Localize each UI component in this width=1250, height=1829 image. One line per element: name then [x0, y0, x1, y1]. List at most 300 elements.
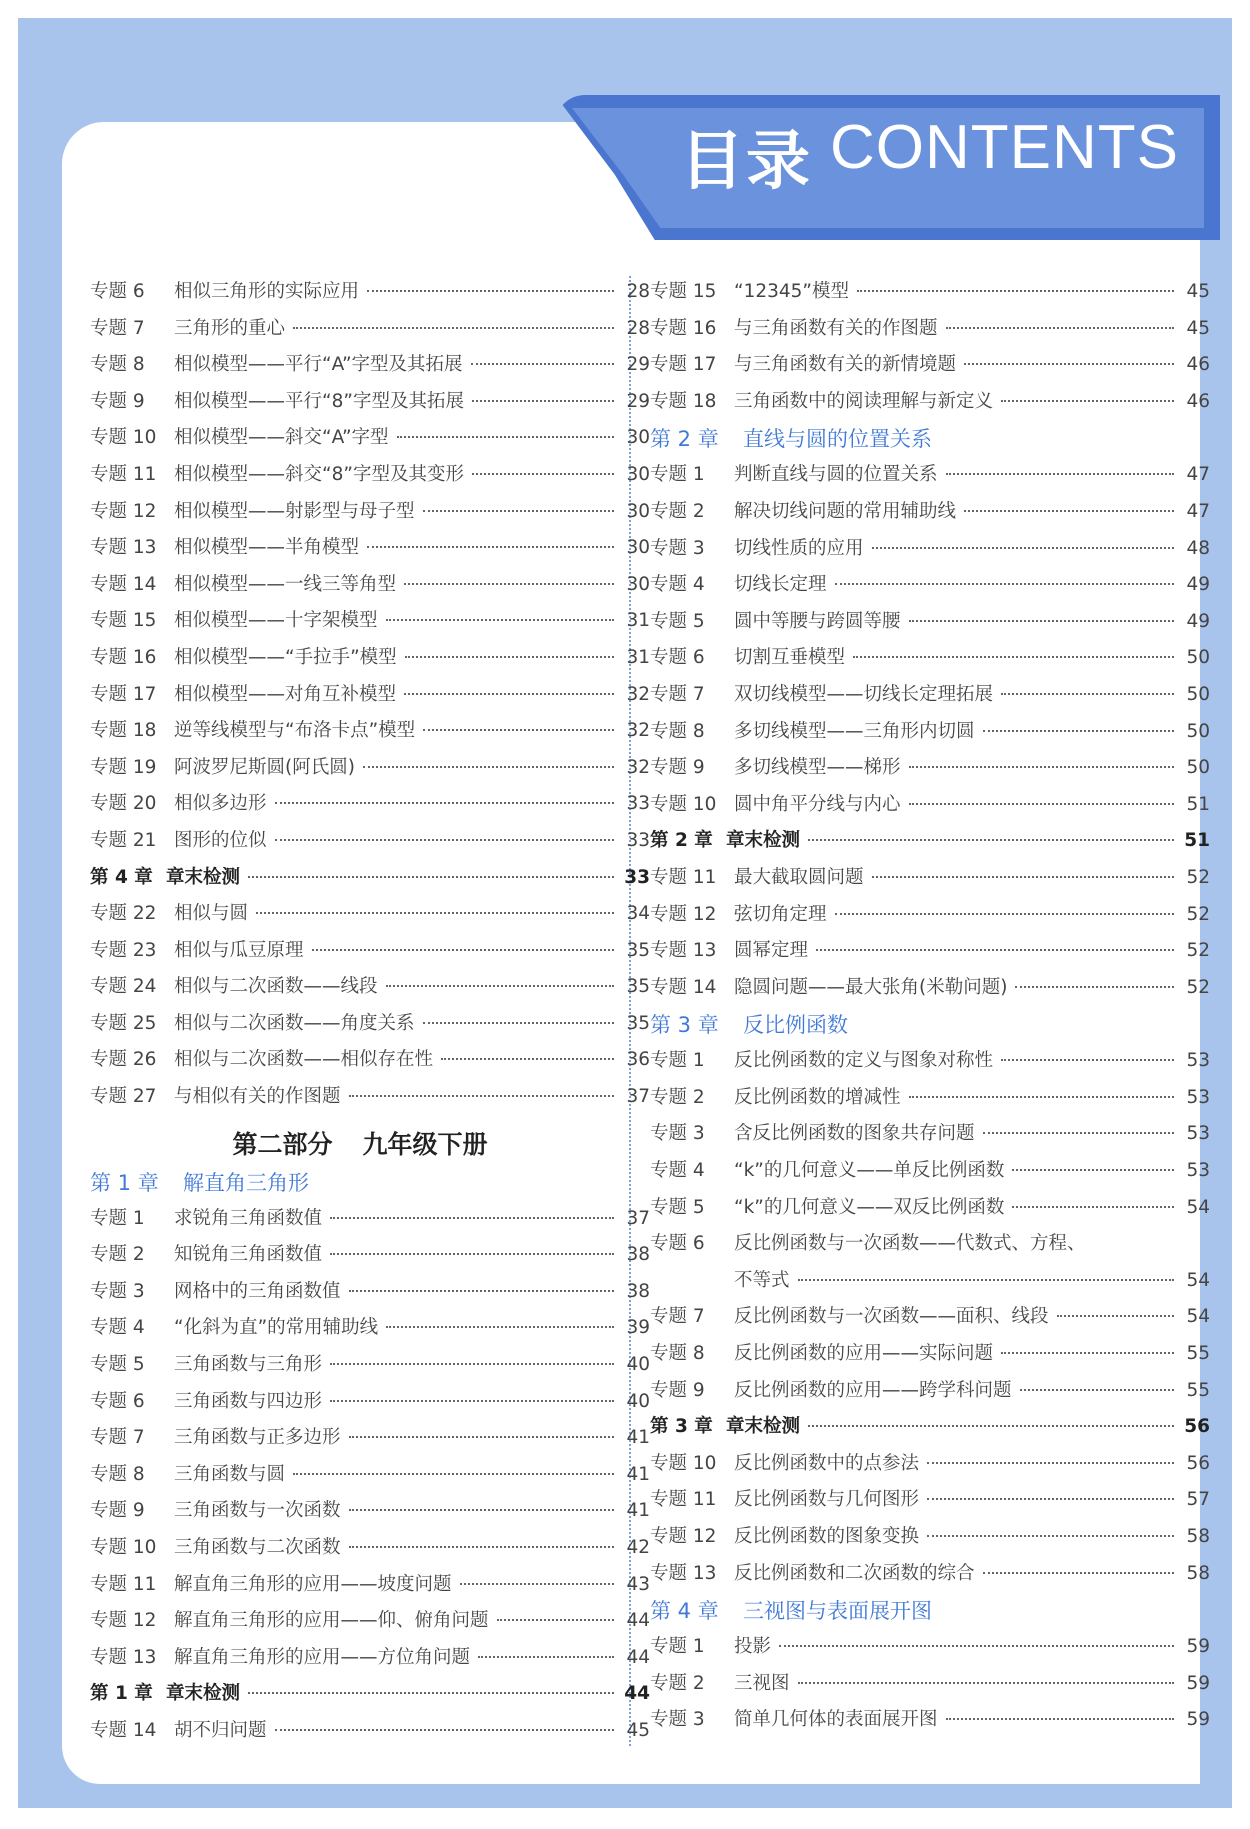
- entry-page: 49: [1186, 610, 1210, 632]
- entry-label: 专题 6: [650, 1233, 705, 1255]
- entry-label: 专题 11: [650, 1489, 717, 1511]
- entry-page: 28: [626, 317, 650, 339]
- toc-entry[interactable]: [90, 1045, 650, 1082]
- toc-entry[interactable]: [650, 1339, 1210, 1376]
- entry-label: 专题 2: [650, 500, 705, 522]
- entry-title: 与相似有关的作图题: [174, 1086, 341, 1108]
- chapter-label: 第 3 章: [650, 1013, 719, 1038]
- entry-page: 34: [626, 903, 650, 925]
- entry-page: 32: [626, 756, 650, 778]
- entry-page: 33: [626, 793, 650, 815]
- toc-entry[interactable]: [650, 534, 1210, 571]
- toc-entry[interactable]: [90, 460, 650, 497]
- entry-label: 专题 27: [90, 1086, 157, 1108]
- entry-title: 相似模型——射影型与母子型: [174, 500, 415, 522]
- toc-entry[interactable]: [650, 717, 1210, 754]
- leader-dots: [983, 730, 1174, 732]
- leader-dots: [1057, 1315, 1174, 1317]
- entry-page: 54: [1186, 1196, 1210, 1218]
- entry-page: 58: [1186, 1526, 1210, 1547]
- entry-title: 三角形的重心: [174, 317, 286, 339]
- leader-dots: [293, 327, 614, 329]
- toc-entry[interactable]: [90, 643, 650, 680]
- entry-title: 切线性质的应用: [734, 537, 864, 559]
- entry-label: 专题 16: [90, 646, 157, 668]
- leader-dots: [946, 327, 1174, 329]
- entry-title: 反比例函数和二次函数的综合: [734, 1562, 975, 1584]
- toc-entry[interactable]: [650, 1193, 1210, 1230]
- entry-page: 47: [1186, 464, 1210, 486]
- entry-title: 最大截取圆问题: [734, 866, 864, 888]
- entry-title: 判断直线与圆的位置关系: [734, 464, 938, 486]
- entry-label: 专题 12: [650, 903, 717, 925]
- entry-label: 专题 5: [650, 610, 705, 632]
- toc-entry[interactable]: [90, 570, 650, 607]
- toc-entry[interactable]: [650, 790, 1210, 827]
- leader-dots: [798, 1279, 1174, 1281]
- entry-label: 专题 14: [90, 573, 157, 595]
- entry-title: 反比例函数中的点参法: [734, 1452, 920, 1474]
- leader-dots: [349, 1095, 614, 1097]
- entry-title: 解直角三角形的应用——仰、俯角问题: [174, 1610, 489, 1632]
- entry-title: 解直角三角形的应用——方位角问题: [174, 1646, 471, 1668]
- toc-entry[interactable]: [90, 1496, 650, 1533]
- toc-entry[interactable]: [650, 1046, 1210, 1083]
- toc-entry[interactable]: [650, 643, 1210, 680]
- entry-label: 专题 8: [90, 354, 145, 376]
- leader-dots: [835, 583, 1174, 585]
- toc-entry[interactable]: [90, 606, 650, 643]
- entry-label: 专题 12: [90, 500, 157, 522]
- entry-title: 相似模型——一线三等角型: [174, 573, 397, 595]
- toc-entry[interactable]: [90, 1240, 650, 1277]
- entry-page: 41: [626, 1500, 650, 1522]
- leader-dots: [349, 1436, 614, 1438]
- entry-title: 章末检测: [726, 830, 801, 852]
- entry-label: 专题 8: [650, 720, 705, 742]
- entry-page: 32: [626, 683, 650, 705]
- entry-title: 图形的位似: [174, 829, 267, 851]
- entry-title: 三角函数与三角形: [174, 1354, 323, 1376]
- chapter-review-entry[interactable]: [90, 863, 650, 900]
- leader-dots: [441, 1058, 614, 1060]
- entry-page: 50: [1186, 720, 1210, 742]
- toc-entry[interactable]: [90, 1082, 650, 1119]
- chapter-label: 第 1 章: [90, 1170, 159, 1195]
- entry-label: 专题 15: [90, 610, 157, 632]
- toc-entry[interactable]: [90, 789, 650, 826]
- leader-dots: [964, 510, 1174, 512]
- leader-dots: [471, 363, 614, 365]
- toc-entry[interactable]: [90, 497, 650, 534]
- entry-page: 50: [1186, 647, 1210, 669]
- entry-title: 反比例函数与一次函数——代数式、方程、: [734, 1233, 1086, 1255]
- leader-dots: [779, 1645, 1174, 1647]
- leader-dots: [1012, 1169, 1174, 1171]
- chapter-review-entry[interactable]: [650, 826, 1210, 863]
- entry-label: 专题 14: [650, 976, 717, 998]
- entry-title: 圆中等腰与跨圆等腰: [734, 610, 901, 632]
- leader-dots: [1001, 400, 1174, 402]
- leader-dots: [349, 1290, 614, 1292]
- entry-page: 51: [1184, 830, 1210, 852]
- toc-entry[interactable]: [90, 1716, 650, 1753]
- entry-page: 55: [1186, 1379, 1210, 1401]
- leader-dots: [275, 1729, 614, 1731]
- leader-dots: [404, 693, 614, 695]
- leader-dots: [1001, 1059, 1174, 1061]
- leader-dots: [964, 363, 1174, 365]
- entry-label: 专题 24: [90, 976, 157, 998]
- toc-entry[interactable]: [90, 1423, 650, 1460]
- entry-label: 专题 10: [650, 1452, 717, 1474]
- entry-page: 44: [626, 1610, 650, 1632]
- leader-dots: [397, 436, 614, 438]
- entry-label: 专题 8: [90, 1463, 145, 1485]
- toc-entry[interactable]: [650, 973, 1210, 1010]
- toc-entry[interactable]: [90, 1460, 650, 1497]
- leader-dots: [248, 876, 614, 878]
- chapter-title: 直线与圆的位置关系: [743, 427, 932, 452]
- right-column: [650, 277, 1210, 1742]
- entry-label: 专题 14: [90, 1719, 157, 1741]
- leader-dots: [909, 1096, 1174, 1098]
- leader-dots: [497, 1619, 614, 1621]
- entry-title: 三角函数中的阅读理解与新定义: [734, 390, 994, 412]
- toc-entry[interactable]: [90, 1350, 650, 1387]
- leader-dots: [367, 290, 614, 292]
- entry-label: 专题 6: [650, 647, 705, 669]
- entry-label: 专题 2: [90, 1244, 145, 1266]
- entry-title: 切割互垂模型: [734, 647, 846, 669]
- entry-page: 42: [626, 1537, 650, 1558]
- toc-entry[interactable]: [650, 607, 1210, 644]
- entry-label: 专题 7: [650, 1306, 705, 1328]
- entry-page: 45: [1186, 281, 1210, 302]
- entry-label: 第 1 章: [90, 1683, 153, 1705]
- toc-entry[interactable]: [90, 753, 650, 790]
- leader-dots: [1012, 1206, 1174, 1208]
- entry-page: 54: [1186, 1306, 1210, 1328]
- entry-label: 专题 8: [650, 1343, 705, 1365]
- entry-title: 相似与圆: [174, 903, 249, 925]
- entry-label: 专题 20: [90, 793, 157, 815]
- toc-entry[interactable]: [650, 900, 1210, 937]
- chapter-review-entry[interactable]: [90, 1679, 650, 1716]
- entry-label: 专题 17: [650, 354, 717, 376]
- toc-entry[interactable]: [650, 314, 1210, 351]
- entry-page: 30: [626, 573, 650, 595]
- toc-entry[interactable]: [650, 1083, 1210, 1120]
- leader-dots: [872, 876, 1174, 878]
- entry-title: 三视图: [734, 1672, 790, 1694]
- entry-title: 章末检测: [166, 1683, 241, 1705]
- entry-label: 专题 18: [650, 390, 717, 412]
- toc-entry[interactable]: [650, 460, 1210, 497]
- entry-title: 相似模型——斜交“A”字型: [174, 427, 389, 449]
- leader-dots: [909, 620, 1174, 622]
- toc-entry[interactable]: [90, 1570, 650, 1607]
- entry-title: 投影: [734, 1636, 772, 1658]
- toc-entry[interactable]: [90, 899, 650, 936]
- entry-label: 专题 1: [650, 1636, 705, 1658]
- leader-dots: [349, 1509, 614, 1511]
- entry-title: 反比例函数的增减性: [734, 1086, 901, 1108]
- entry-label: 专题 10: [90, 427, 157, 449]
- entry-page: 52: [1186, 903, 1210, 925]
- entry-title: 三角函数与正多边形: [174, 1427, 341, 1449]
- entry-label: 专题 7: [90, 317, 145, 339]
- toc-entry[interactable]: [650, 936, 1210, 973]
- entry-label: 专题 26: [90, 1049, 157, 1071]
- toc-entry[interactable]: [650, 497, 1210, 534]
- leader-dots: [330, 1400, 614, 1402]
- entry-label: 第 3 章: [650, 1416, 713, 1438]
- entry-label: 专题 3: [90, 1280, 145, 1302]
- entry-label: 专题 11: [90, 1573, 157, 1595]
- entry-label: 专题 22: [90, 903, 157, 925]
- entry-page: 38: [626, 1280, 650, 1302]
- entry-page: 40: [626, 1390, 650, 1412]
- leader-dots: [983, 1132, 1174, 1134]
- leader-dots: [909, 766, 1174, 768]
- toc-entry[interactable]: [90, 1009, 650, 1046]
- leader-dots: [386, 1326, 614, 1328]
- toc-entry[interactable]: [650, 1229, 1210, 1266]
- entry-label: 专题 4: [650, 574, 705, 596]
- entry-title: 解直角三角形的应用——坡度问题: [174, 1573, 452, 1595]
- entry-page: 48: [1186, 537, 1210, 559]
- toc-entry[interactable]: [650, 1669, 1210, 1706]
- toc-entry[interactable]: [650, 1632, 1210, 1669]
- toc-entry[interactable]: [90, 1204, 650, 1241]
- left-column: [90, 277, 650, 1753]
- chapter-label: 第 2 章: [650, 427, 719, 452]
- entry-title: 相似多边形: [174, 793, 267, 815]
- entry-page: 29: [626, 390, 650, 412]
- leader-dots: [478, 1656, 614, 1658]
- toc-entry[interactable]: [650, 570, 1210, 607]
- toc-entry[interactable]: [90, 350, 650, 387]
- leader-dots: [256, 912, 614, 914]
- entry-page: 50: [1186, 757, 1210, 779]
- entry-page: 30: [626, 537, 650, 559]
- entry-label: 专题 19: [90, 756, 157, 778]
- toc-entry[interactable]: [90, 1606, 650, 1643]
- toc-entry[interactable]: [650, 753, 1210, 790]
- entry-title: 三角函数与圆: [174, 1463, 286, 1485]
- leader-dots: [808, 1425, 1174, 1427]
- toc-entry[interactable]: [90, 680, 650, 717]
- toc-entry[interactable]: [650, 863, 1210, 900]
- entry-title: “k”的几何意义——双反比例函数: [734, 1196, 1005, 1218]
- entry-page: 33: [624, 866, 650, 888]
- toc-entry[interactable]: [90, 716, 650, 753]
- toc-entry[interactable]: [650, 1705, 1210, 1742]
- leader-dots: [472, 400, 614, 402]
- header-title-en: CONTENTS: [830, 113, 1179, 182]
- chapter-title: 三视图与表面展开图: [743, 1599, 932, 1624]
- entry-title: 相似模型——平行“A”字型及其拓展: [174, 354, 463, 376]
- chapter-title: 解直角三角形: [183, 1170, 309, 1195]
- entry-title: 三角函数与二次函数: [174, 1537, 341, 1558]
- entry-page: 33: [626, 829, 650, 851]
- leader-dots: [853, 656, 1174, 658]
- entry-page: 53: [1186, 1050, 1210, 1072]
- entry-title: 圆中角平分线与内心: [734, 793, 901, 815]
- chapter-label: 第 4 章: [650, 1599, 719, 1624]
- entry-label: 专题 11: [90, 463, 157, 485]
- toc-entry[interactable]: [90, 1313, 650, 1350]
- toc-entry[interactable]: [650, 1156, 1210, 1193]
- entry-title: 知锐角三角函数值: [174, 1244, 323, 1266]
- leader-dots: [909, 803, 1174, 805]
- entry-label: 专题 7: [90, 1427, 145, 1449]
- entry-label: 专题 13: [650, 1562, 717, 1584]
- entry-title: 章末检测: [166, 866, 241, 888]
- toc-entry[interactable]: [90, 423, 650, 460]
- entry-page: 46: [1186, 390, 1210, 412]
- toc-entry[interactable]: [90, 387, 650, 424]
- entry-page: 54: [1186, 1269, 1210, 1291]
- entry-label: 专题 3: [650, 1123, 705, 1145]
- toc-entry[interactable]: [650, 277, 1210, 314]
- chapter-title: 反比例函数: [743, 1013, 848, 1038]
- entry-page: 44: [624, 1683, 650, 1705]
- entry-page: 29: [626, 354, 650, 376]
- toc-entry[interactable]: [90, 936, 650, 973]
- entry-title: 三角函数与一次函数: [174, 1500, 341, 1522]
- entry-label: 专题 7: [650, 683, 705, 705]
- toc-entry[interactable]: [90, 277, 650, 314]
- leader-dots: [330, 1253, 614, 1255]
- leader-dots: [330, 1363, 614, 1365]
- leader-dots: [1001, 1352, 1174, 1354]
- leader-dots: [946, 473, 1174, 475]
- leader-dots: [472, 473, 614, 475]
- entry-page: 28: [626, 281, 650, 302]
- entry-label: 专题 1: [650, 1050, 705, 1072]
- toc-entry[interactable]: [90, 1277, 650, 1314]
- leader-dots: [349, 1546, 614, 1548]
- toc-entry[interactable]: [90, 314, 650, 351]
- entry-page: 40: [626, 1354, 650, 1376]
- leader-dots: [363, 766, 614, 768]
- leader-dots: [293, 1473, 614, 1475]
- header-title-cn: 目录: [680, 125, 812, 199]
- entry-page: 51: [1186, 793, 1210, 815]
- entry-page: 35: [626, 939, 650, 961]
- leader-dots: [423, 510, 614, 512]
- entry-label: 第 2 章: [650, 830, 713, 852]
- leader-dots: [872, 547, 1174, 549]
- leader-dots: [386, 985, 614, 987]
- entry-label: 第 4 章: [90, 866, 153, 888]
- entry-page: 53: [1186, 1123, 1210, 1145]
- toc-entry[interactable]: [90, 1387, 650, 1424]
- toc-entry-continuation[interactable]: [650, 1266, 1210, 1303]
- entry-page: 56: [1186, 1452, 1210, 1474]
- entry-title: 与三角函数有关的作图题: [734, 317, 938, 339]
- entry-label: 专题 18: [90, 720, 157, 742]
- entry-label: 专题 25: [90, 1012, 157, 1034]
- leader-dots: [275, 802, 614, 804]
- entry-title: 反比例函数的图象变换: [734, 1526, 920, 1547]
- entry-label: 专题 21: [90, 829, 157, 851]
- entry-title: 三角函数与四边形: [174, 1390, 323, 1412]
- entry-page: 58: [1186, 1562, 1210, 1584]
- entry-title: “k”的几何意义——单反比例函数: [734, 1160, 1005, 1182]
- entry-title: 含反比例函数的图象共存问题: [734, 1123, 975, 1145]
- leader-dots: [330, 1217, 614, 1219]
- entry-label: 专题 3: [650, 1709, 705, 1731]
- toc-entry[interactable]: [90, 533, 650, 570]
- toc-entry[interactable]: [650, 1376, 1210, 1413]
- toc-entry[interactable]: [90, 826, 650, 863]
- toc-entry[interactable]: [650, 1449, 1210, 1486]
- entry-page: 39: [626, 1317, 650, 1339]
- toc-entry[interactable]: [650, 387, 1210, 424]
- entry-page: 30: [626, 500, 650, 522]
- entry-title: 相似模型——斜交“8”字型及其变形: [174, 463, 464, 485]
- entry-page: 41: [626, 1427, 650, 1449]
- toc-entry[interactable]: [650, 1522, 1210, 1559]
- leader-dots: [423, 1022, 614, 1024]
- entry-title: 双切线模型——切线长定理拓展: [734, 683, 994, 705]
- entry-title: 相似模型——十字架模型: [174, 610, 378, 632]
- toc-entry[interactable]: [90, 1643, 650, 1680]
- entry-label: 专题 4: [90, 1317, 145, 1339]
- toc-entry[interactable]: [650, 1302, 1210, 1339]
- chapter-heading: [90, 1167, 650, 1204]
- leader-dots: [927, 1462, 1174, 1464]
- leader-dots: [405, 656, 614, 658]
- entry-page: 43: [626, 1573, 650, 1595]
- toc-entry[interactable]: [650, 1485, 1210, 1522]
- entry-label: 专题 12: [90, 1610, 157, 1632]
- leader-dots: [857, 290, 1174, 292]
- leader-dots: [927, 1535, 1174, 1537]
- entry-title: 切线长定理: [734, 574, 827, 596]
- chapter-review-entry[interactable]: [650, 1412, 1210, 1449]
- entry-page: 37: [626, 1086, 650, 1108]
- leader-dots: [946, 1718, 1174, 1720]
- entry-label: 专题 13: [90, 1646, 157, 1668]
- entry-title: 反比例函数与几何图形: [734, 1489, 920, 1511]
- entry-title: 反比例函数的应用——实际问题: [734, 1343, 994, 1365]
- part-title: 九年级下册: [362, 1129, 488, 1159]
- entry-title: 多切线模型——梯形: [734, 757, 901, 779]
- toc-entry[interactable]: [650, 350, 1210, 387]
- leader-dots: [404, 583, 614, 585]
- toc-entry[interactable]: [650, 680, 1210, 717]
- leader-dots: [816, 949, 1174, 951]
- entry-title: 相似模型——半角模型: [174, 537, 360, 559]
- toc-entry[interactable]: [650, 1559, 1210, 1596]
- toc-entry[interactable]: [90, 1533, 650, 1570]
- toc-entry[interactable]: [650, 1119, 1210, 1156]
- entry-page: 53: [1186, 1086, 1210, 1108]
- entry-label: 专题 16: [650, 317, 717, 339]
- entry-title: “化斜为直”的常用辅助线: [174, 1317, 379, 1339]
- entry-page: 50: [1186, 683, 1210, 705]
- chapter-heading: [650, 423, 1210, 460]
- leader-dots: [1001, 693, 1174, 695]
- toc-entry[interactable]: [90, 972, 650, 1009]
- entry-page: 45: [626, 1719, 650, 1741]
- entry-label: 专题 23: [90, 939, 157, 961]
- chapter-heading: [650, 1595, 1210, 1632]
